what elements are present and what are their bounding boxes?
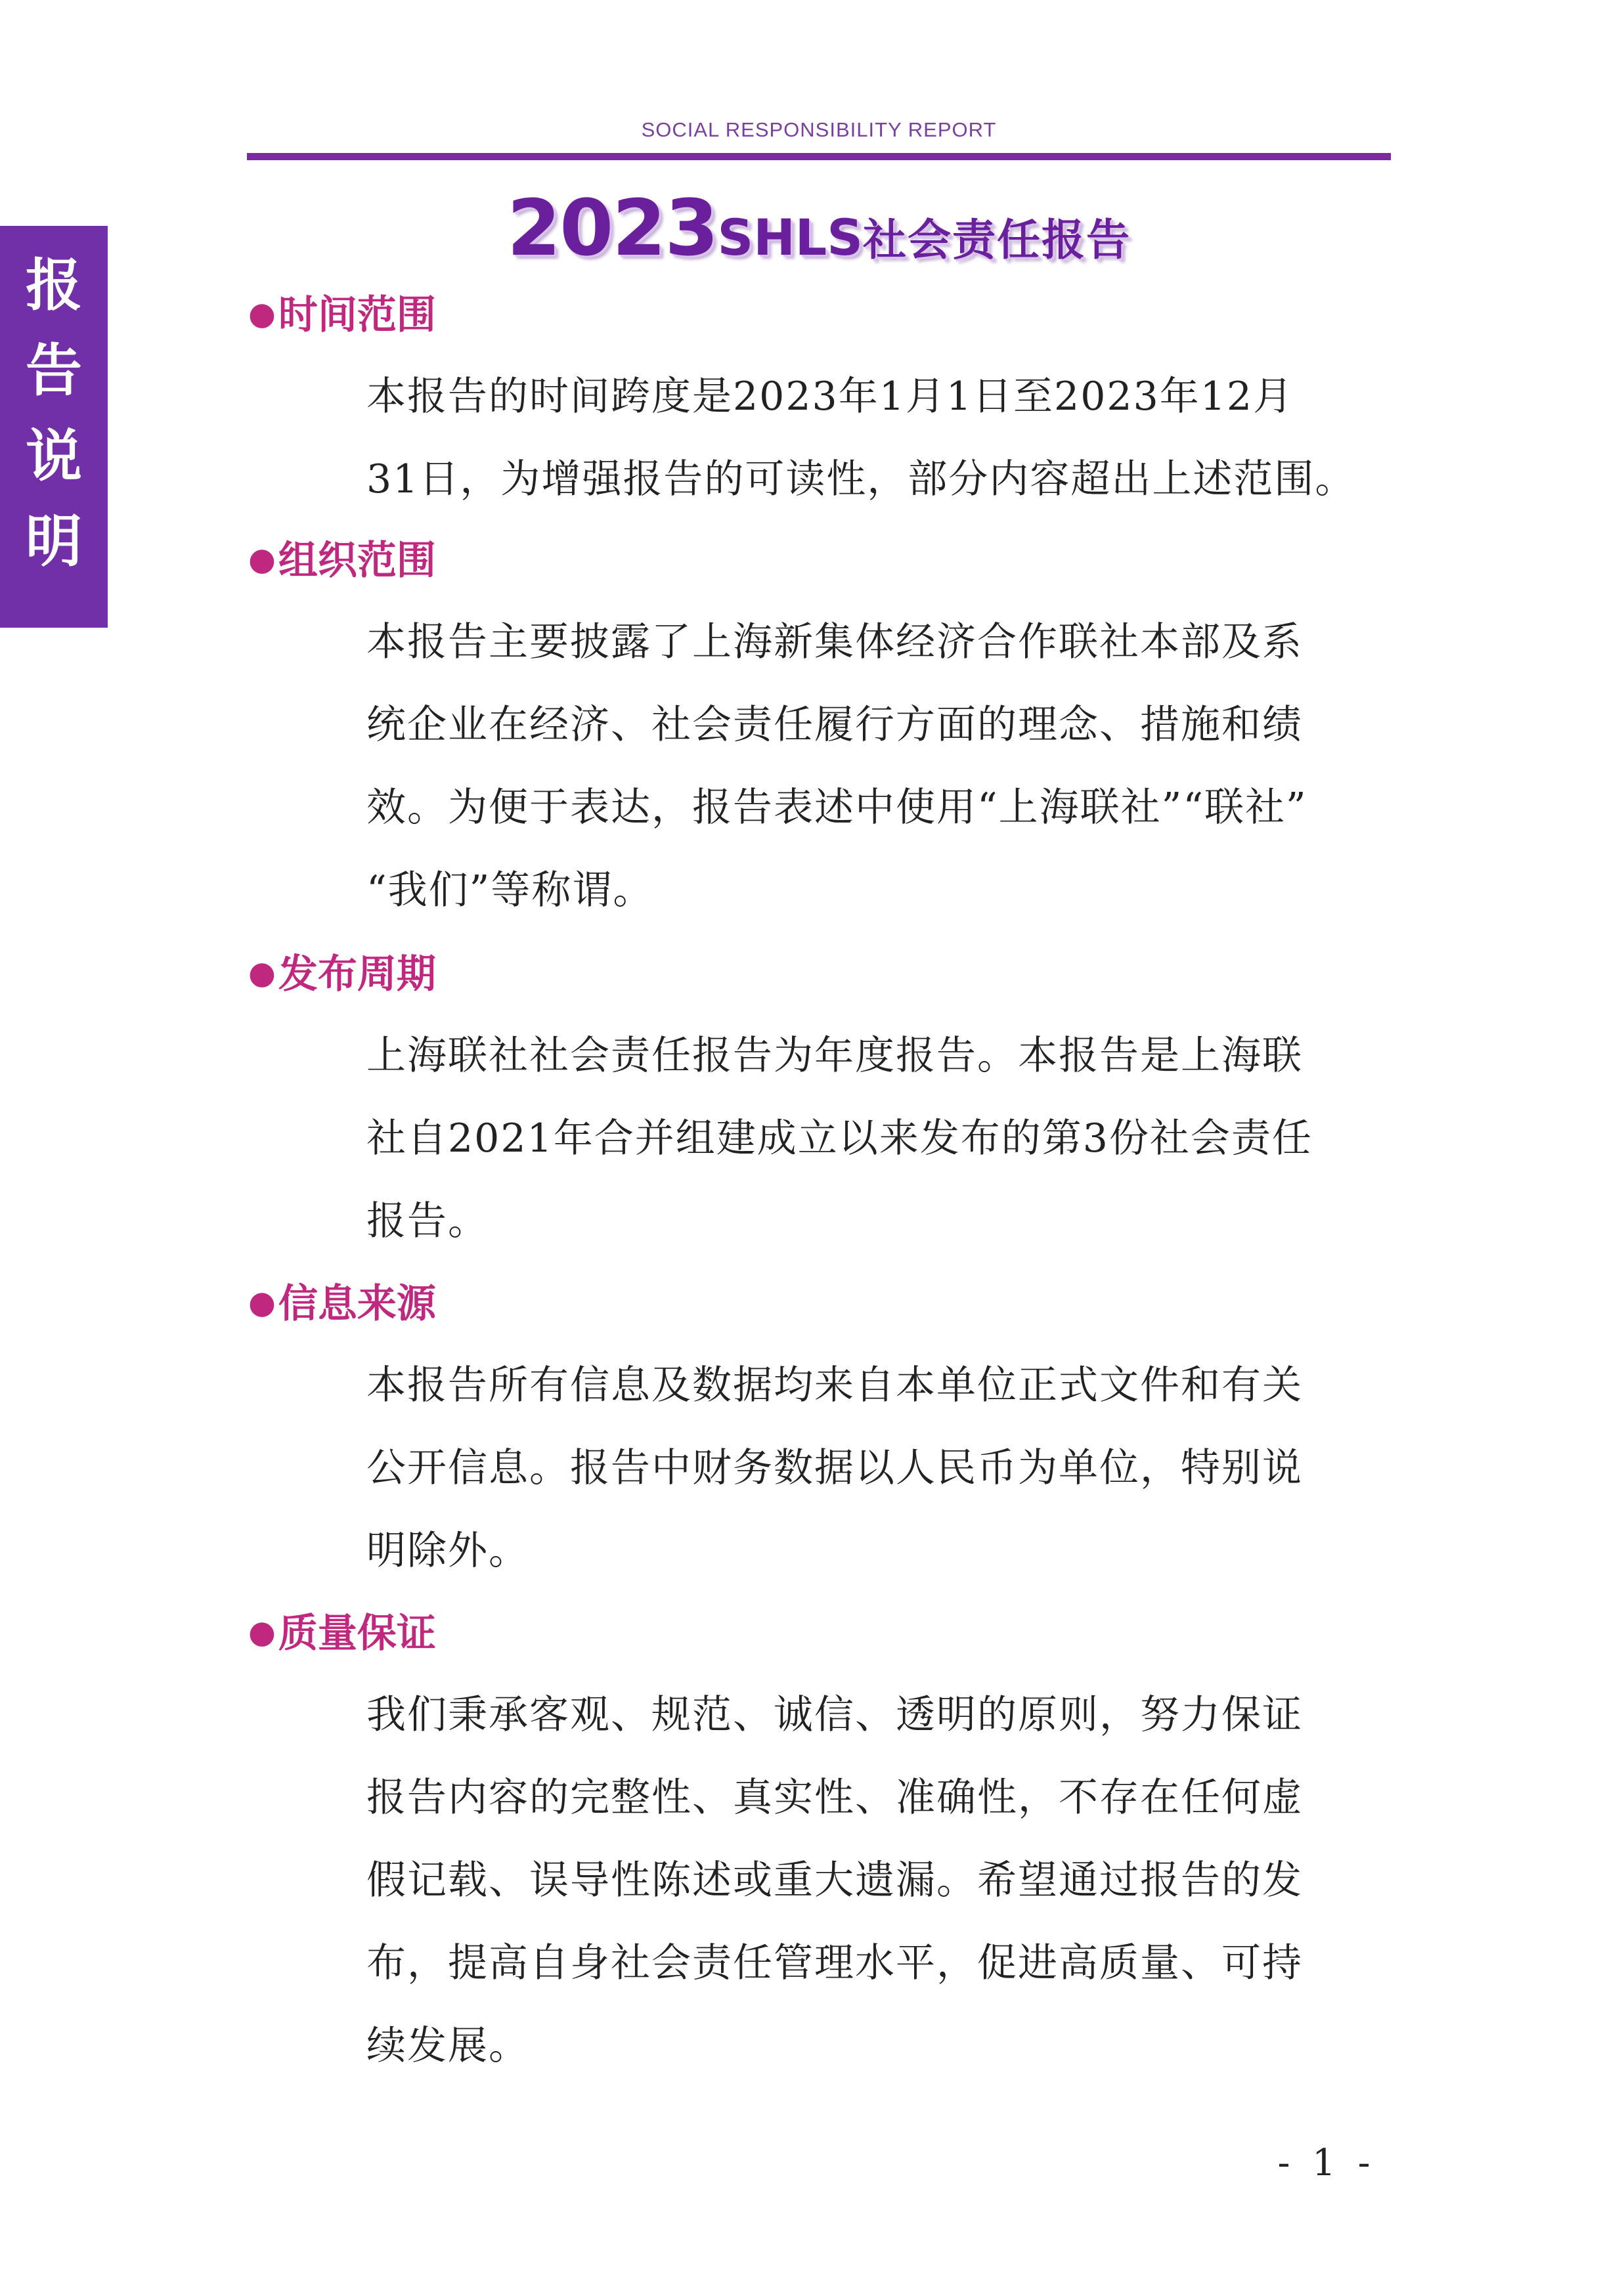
paragraph-line: 上海联社社会责任报告为年度报告。本报告是上海联 [366, 1033, 1303, 1079]
paragraph-line: 明除外。 [366, 1528, 529, 1574]
paragraph-line: 报告内容的完整性、真实性、准确性，不存在任何虚 [366, 1775, 1303, 1821]
title-year: 2023 [507, 183, 718, 273]
paragraph-organization-scope [366, 601, 1392, 932]
section-heading-label: 组织范围 [278, 538, 436, 584]
section-heading-quality-assurance [248, 1611, 436, 1657]
section-heading-label: 时间范围 [278, 292, 436, 338]
title-text: 社会责任报告 [862, 215, 1131, 265]
section-heading-time-scope [248, 292, 436, 338]
section-heading-label: 质量保证 [278, 1611, 436, 1657]
bullet-icon: ● [248, 541, 276, 578]
section-heading-label: 信息来源 [278, 1281, 436, 1327]
side-tab-char: 报 [26, 253, 82, 318]
side-tab-report-notes [0, 226, 108, 628]
paragraph-line: 社自2021年合并组建成立以来发布的第3份社会责任 [366, 1116, 1313, 1161]
side-tab-char: 说 [26, 423, 82, 489]
document-title [247, 183, 1391, 273]
bullet-icon: ● [248, 295, 276, 332]
header-rule [247, 153, 1391, 160]
paragraph-release-cycle [366, 1014, 1392, 1263]
section-heading-label: 发布周期 [278, 951, 436, 997]
bullet-icon: ● [248, 955, 276, 991]
paragraph-line: 公开信息。报告中财务数据以人民币为单位，特别说 [366, 1445, 1303, 1491]
paragraph-quality-assurance [366, 1674, 1392, 2087]
paragraph-line: 统企业在经济、社会责任履行方面的理念、措施和绩 [366, 702, 1303, 748]
paragraph-line: 假记载、误导性陈述或重大遗漏。希望通过报告的发 [366, 1857, 1303, 1903]
section-heading-organization-scope [248, 538, 436, 584]
bullet-icon: ● [248, 1614, 276, 1651]
paragraph-line: 布，提高自身社会责任管理水平，促进高质量、可持 [366, 1940, 1303, 1986]
paragraph-line: 报告。 [366, 1198, 489, 1244]
running-header: SOCIAL RESPONSIBILITY REPORT [641, 118, 997, 141]
paragraph-line: “我们”等称谓。 [366, 867, 654, 913]
page-number: - 1 - [1277, 2142, 1376, 2184]
side-tab-char: 明 [26, 509, 82, 574]
paragraph-information-source [366, 1344, 1392, 1592]
paragraph-time-scope [366, 355, 1392, 521]
section-heading-information-source [248, 1281, 436, 1327]
bullet-icon: ● [248, 1284, 276, 1321]
side-tab-char: 告 [26, 338, 82, 404]
paragraph-line: 本报告所有信息及数据均来自本单位正式文件和有关 [366, 1362, 1303, 1408]
paragraph-line: 效。为便于表达，报告表述中使用“上海联社”“联社” [366, 785, 1307, 831]
section-heading-release-cycle [248, 951, 436, 997]
paragraph-line: 续发展。 [366, 2023, 529, 2069]
paragraph-line: 本报告主要披露了上海新集体经济合作联社本部及系 [366, 619, 1303, 665]
paragraph-line: 本报告的时间跨度是2023年1月1日至2023年12月 [366, 374, 1294, 420]
title-org: SHLS [717, 208, 863, 267]
paragraph-line: 31日，为增强报告的可读性，部分内容超出上述范围。 [366, 456, 1356, 502]
paragraph-line: 我们秉承客观、规范、诚信、透明的原则，努力保证 [366, 1692, 1303, 1738]
